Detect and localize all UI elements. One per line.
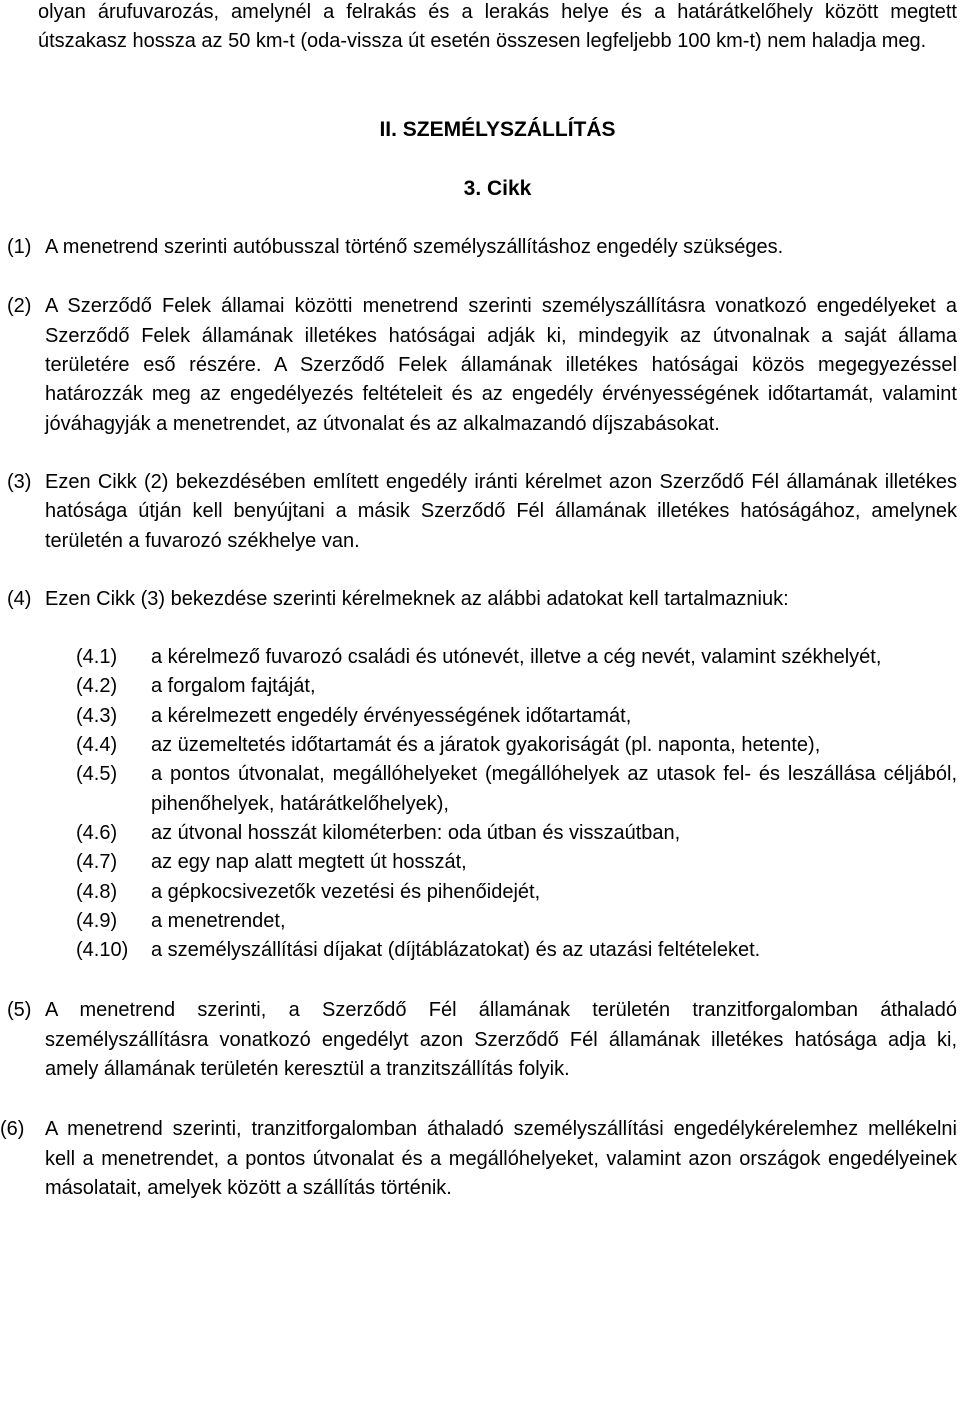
paragraph-text: Ezen Cikk (3) bekezdése szerinti kérelmeknek az alábbi adatokat kell tartalmazniuk: — [45, 587, 789, 610]
paragraph-4 — [7, 585, 957, 614]
paragraph-text: A menetrend szerinti, a Szerződő Fél államának területén tranzitforgalomban áthaladó személyszállításra vonatkozó engedélyt azon Szerződő Fél államának illetékes hatósága adja ki, amely államának területén keresztül a tranzitszállítás folyik. — [45, 999, 957, 1081]
subitem-text: a személyszállítási díjakat (díjtáblázatokat) és az utazási feltételeket. — [151, 939, 761, 962]
subitem-number: (4.3) — [76, 704, 118, 727]
article-title: 3. Cikk — [463, 176, 532, 200]
subitem-text: a gépkocsivezetők vezetési és pihenőidejét, — [151, 880, 541, 903]
list-item — [76, 907, 957, 936]
subitem-text: az útvonal hosszát kilométerben: oda útban és visszaútban, — [151, 821, 681, 844]
paragraph-text: A menetrend szerinti, tranzitforgalomban áthaladó személyszállítási engedélykérelemhez mellékelni kell a menetrendet, a pontos útvonalat és a megállóhelyeket, valamint azon országok engedélyeinek másolatait, amelyek között a szállítás történik. — [45, 1118, 957, 1199]
list-item — [76, 672, 957, 701]
paragraph-text: A menetrend szerinti autóbusszal történő személyszállításhoz engedély szükséges. — [45, 236, 784, 259]
subitem-number: (4.1) — [76, 646, 118, 669]
paragraph-6 — [0, 1115, 957, 1203]
list-item — [76, 731, 957, 760]
paragraph-5 — [7, 996, 957, 1084]
subitem-text: a kérelmezett engedély érvényességének időtartamát, — [151, 704, 632, 727]
subitem-number: (4.9) — [76, 909, 118, 932]
subitem-text: a menetrendet, — [151, 909, 286, 932]
subitem-number: (4.4) — [76, 734, 118, 757]
section-title: II. SZEMÉLYSZÁLLÍTÁS — [379, 117, 616, 141]
subitem-text: a kérelmező fuvarozó családi és utónevét, illetve a cég nevét, valamint székhelyét, — [151, 646, 882, 669]
paragraph-number: (2) — [7, 295, 32, 318]
subitem-number: (4.5) — [76, 763, 118, 786]
paragraph-number: (3) — [7, 470, 32, 493]
paragraph-3 — [7, 468, 957, 556]
paragraph-2 — [7, 292, 957, 438]
list-item — [76, 878, 957, 907]
subitem-text: az egy nap alatt megtett út hosszát, — [151, 851, 467, 874]
subitem-number: (4.8) — [76, 880, 118, 903]
list-item — [76, 848, 957, 877]
paragraph-number: (4) — [7, 587, 32, 610]
intro-paragraph: olyan árufuvarozás, amelynél a felrakás és a lerakás helye és a határátkelőhely között megtett útszakasz hossza az 50 km-t (oda-vissza út esetén összesen legfeljebb 100 km-t) nem haladja meg. — [38, 1, 957, 53]
subitem-text: a pontos útvonalat, megállóhelyeket (megállóhelyek az utasok fel- és leszállása céljából, pihenőhelyek, határátkelőhelyek), — [151, 763, 957, 815]
list-item — [76, 936, 957, 965]
subitem-list — [7, 643, 957, 965]
list-item — [76, 760, 957, 819]
paragraph-1 — [7, 233, 957, 262]
list-item — [76, 702, 957, 731]
subitem-number: (4.7) — [76, 851, 118, 874]
paragraph-number: (5) — [7, 999, 32, 1022]
paragraph-text: A Szerződő Felek államai közötti menetrend szerinti személyszállításra vonatkozó engedélyeket a Szerződő Felek államának illetékes hatóságai adják ki, mindegyik az útvonalnak a saját állama területére eső részére. A Szerződő Felek államának illetékes hatóságai közös megegyezéssel határozzák meg az engedélyezés feltételeit és az engedély érvényességének időtartamát, valamint jóváhagyják a menetrendet, az útvonalat és az alkalmazandó díjszabásokat. — [45, 295, 957, 435]
subitem-text: a forgalom fajtáját, — [151, 675, 316, 698]
subitem-number: (4.6) — [76, 821, 118, 844]
list-item — [76, 819, 957, 848]
paragraph-text: Ezen Cikk (2) bekezdésében említett engedély iránti kérelmet azon Szerződő Fél államának illetékes hatósága útján kell benyújtani a másik Szerződő Fél államának illetékes hatóságához, amelynek területén a fuvarozó székhelye van. — [45, 470, 957, 552]
paragraph-number: (6) — [0, 1118, 25, 1141]
subitem-number: (4.10) — [76, 939, 129, 962]
paragraph-number: (1) — [7, 236, 32, 259]
list-item — [76, 643, 957, 672]
subitem-text: az üzemeltetés időtartamát és a járatok gyakoriságát (pl. naponta, hetente), — [151, 734, 821, 757]
subitem-number: (4.2) — [76, 675, 118, 698]
